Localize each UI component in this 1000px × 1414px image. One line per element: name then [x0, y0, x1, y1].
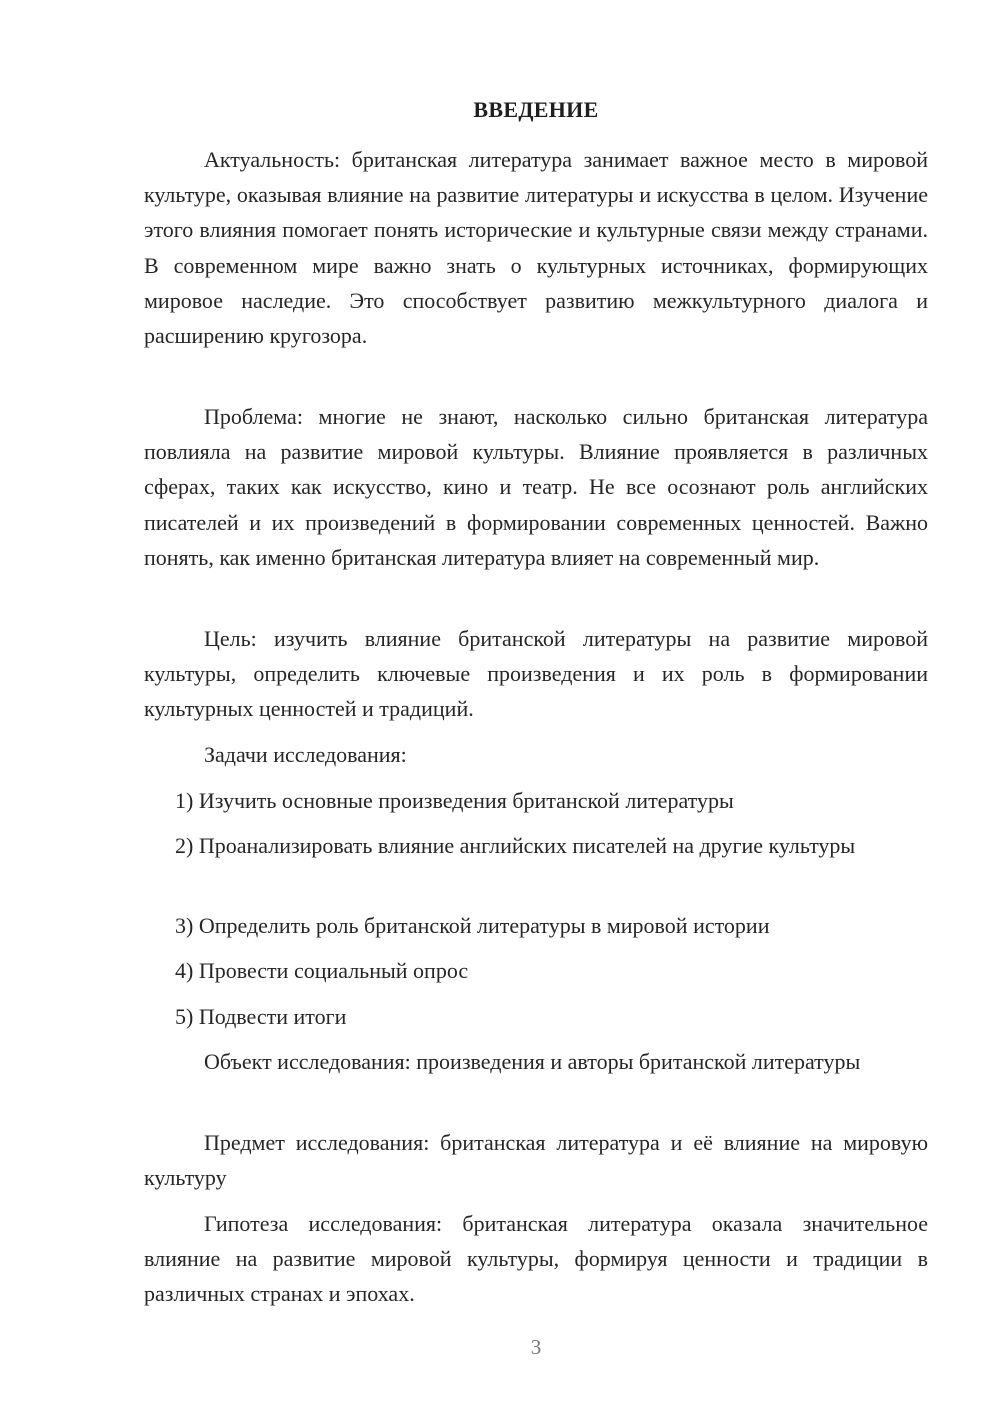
- task-item-4: 4) Провести социальный опрос: [175, 958, 469, 983]
- task-item-5: 5) Подвести итоги: [175, 1004, 347, 1029]
- page-number: 3: [530, 1335, 542, 1359]
- hypothesis-paragraph: Гипотеза исследования: британская литература оказала значительное влияние на развитие мировой культуры, формируя ценности и традиции в различных странах и эпохах.: [144, 1211, 928, 1307]
- goal-paragraph: Цель: изучить влияние британской литературы на развитие мировой культуры, определить ключевые произведения и их роль в формировании культурных ценностей и традиций.: [144, 626, 928, 722]
- tasks-heading: Задачи исследования:: [204, 742, 407, 767]
- object-paragraph: Объект исследования: произведения и авторы британской литературы: [204, 1049, 861, 1074]
- task-item-1: 1) Изучить основные произведения британской литературы: [175, 788, 734, 813]
- task-item-3: 3) Определить роль британской литературы в мировой истории: [175, 913, 770, 938]
- page-title: ВВЕДЕНИЕ: [473, 97, 599, 122]
- task-item-2: 2) Проанализировать влияние английских писателей на другие культуры: [175, 833, 856, 858]
- subject-paragraph: Предмет исследования: британская литература и её влияние на мировую культуру: [144, 1130, 928, 1191]
- problem-paragraph: Проблема: многие не знают, насколько сильно британская литература повлияла на развитие мировой культуры. Влияние проявляется в различных сферах, таких как искусство, кино и театр. Не все осознают роль английских писателей и их произведений в формировании современных ценностей. Важно понять, как именно британская литература влияет на современный мир.: [144, 404, 928, 570]
- relevance-paragraph: Актуальность: британская литература занимает важное место в мировой культуре, оказывая влияние на развитие литературы и искусства в целом. Изучение этого влияния помогает понять исторические и культурные связи между странами. В современном мире важно знать о культурных источниках, формирующих мировое наследие. Это способствует развитию межкультурного диалога и расширению кругозора.: [144, 147, 928, 349]
